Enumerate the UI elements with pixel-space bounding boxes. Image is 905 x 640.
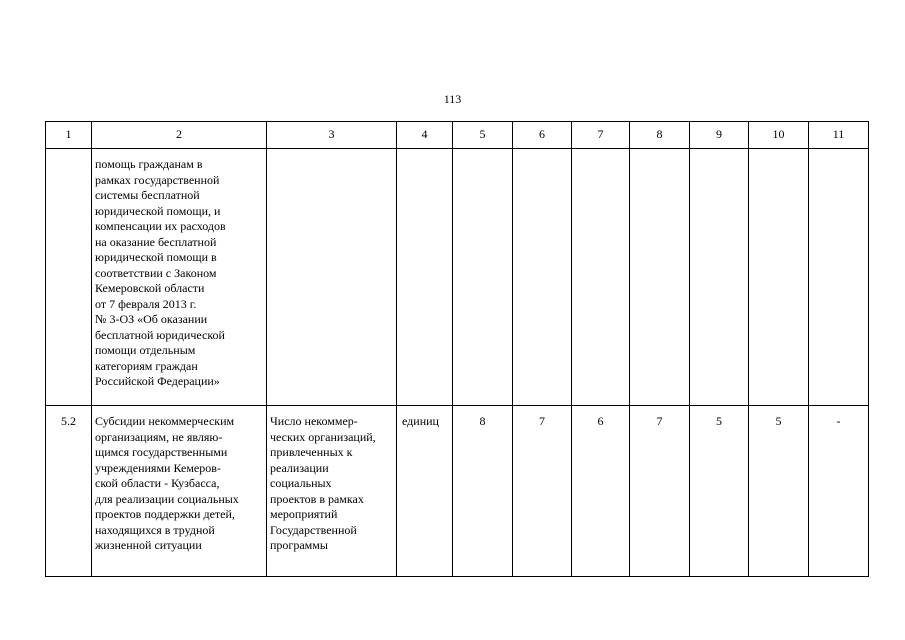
measure-name-text: Субсидии некоммерческим организациям, не являю- щимся государственными учреждениями Кемеров- ской области - Кузбасса, для реализации социальных проектов поддержки детей, находящихся в трудной жизненной ситуации xyxy=(95,414,239,552)
measure-name-cell xyxy=(92,149,267,406)
unit-cell xyxy=(397,149,453,406)
header-cell-col-9: 9 xyxy=(690,122,749,149)
header-cell-col-3: 3 xyxy=(267,122,397,149)
table-row xyxy=(46,406,869,577)
table-row xyxy=(46,149,869,406)
value-cell xyxy=(690,149,749,406)
row-number-cell: 5.2 xyxy=(46,406,92,577)
header-cell-col-6: 6 xyxy=(513,122,572,149)
measure-name-cell xyxy=(92,406,267,577)
value-cell xyxy=(809,149,869,406)
value-cell: 7 xyxy=(513,406,572,577)
value-cell: 7 xyxy=(630,406,690,577)
header-cell-col-5: 5 xyxy=(453,122,513,149)
header-cell-col-4: 4 xyxy=(397,122,453,149)
header-cell-col-10: 10 xyxy=(749,122,809,149)
value-cell: 5 xyxy=(749,406,809,577)
measure-name-text: помощь гражданам в рамках государственной системы бесплатной юридической помощи, и компенсации их расходов на оказание бесплатной юридической помощи в соответствии с Законом Кемеровской области от 7 февраля 2013 г. № 3-ОЗ «Об оказании бесплатной юридической помощи отдельным категориям граждан Российской Федерации» xyxy=(95,157,226,388)
value-cell: 6 xyxy=(572,406,630,577)
value-cell xyxy=(453,149,513,406)
value-cell: - xyxy=(809,406,869,577)
header-cell-col-2: 2 xyxy=(92,122,267,149)
value-cell: 8 xyxy=(453,406,513,577)
indicator-name-cell xyxy=(267,149,397,406)
header-cell-col-7: 7 xyxy=(572,122,630,149)
table-body xyxy=(46,149,869,577)
value-cell xyxy=(572,149,630,406)
header-cell-col-1: 1 xyxy=(46,122,92,149)
data-table xyxy=(45,121,869,577)
header-row xyxy=(46,122,869,149)
value-cell xyxy=(749,149,809,406)
value-cell: 5 xyxy=(690,406,749,577)
unit-cell: единиц xyxy=(397,406,453,577)
indicator-name-cell xyxy=(267,406,397,577)
value-cell xyxy=(513,149,572,406)
page-number: 113 xyxy=(443,92,462,106)
row-number-cell xyxy=(46,149,92,406)
header-cell-col-8: 8 xyxy=(630,122,690,149)
value-cell xyxy=(630,149,690,406)
table-header xyxy=(46,122,869,149)
header-cell-col-11: 11 xyxy=(809,122,869,149)
indicator-name-text: Число некоммер- ческих организаций, привлеченных к реализации социальных проектов в рамках мероприятий Государственной программы xyxy=(270,414,376,552)
